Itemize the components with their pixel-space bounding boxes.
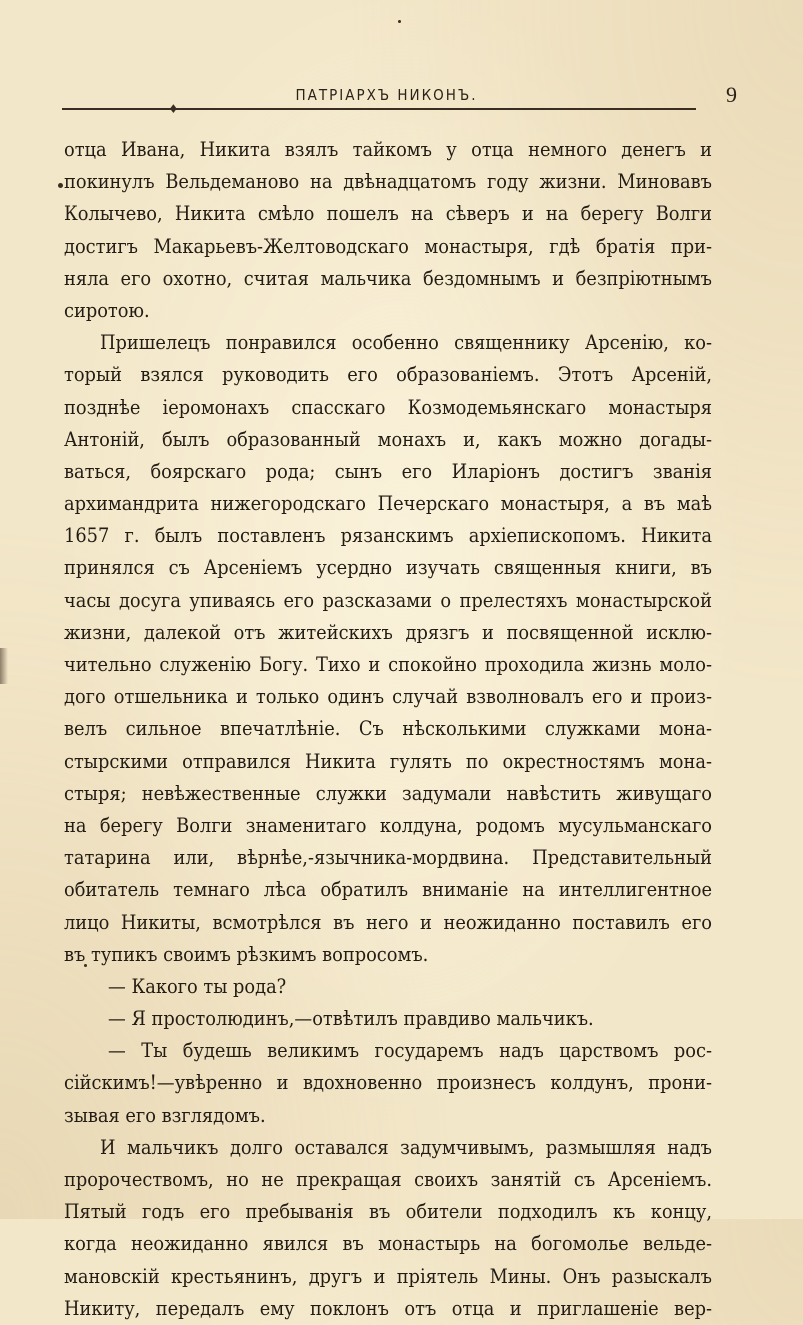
text-line: достигъ Макарьевъ-Желтоводскаго монастыря, гдѣ братія при-: [64, 234, 712, 258]
running-title: ПАТРІАРХЪ НИКОНЪ.: [295, 86, 478, 104]
text-line: въ тупикъ своимъ рѣзкимъ вопросомъ.: [64, 942, 429, 966]
text-line: обитатель темнаго лѣса обратилъ вниманіе на интеллигентное: [64, 878, 712, 902]
page-edge-stain: [0, 648, 8, 684]
text-line: торый взялся руководить его образованіемъ. Этотъ Арсеній,: [64, 363, 712, 387]
text-line: зывая его взглядомъ.: [64, 1103, 266, 1127]
text-line: жизни, далекой отъ житейскихъ дрязгъ и посвященной исклю-: [64, 620, 712, 644]
text-line: Пятый годъ его пребыванія въ обители подходилъ къ концу,: [64, 1200, 712, 1224]
text-line: чительно служенію Богу. Тихо и спокойно проходила жизнь моло-: [64, 653, 712, 676]
text-line: сиротою.: [64, 298, 150, 322]
text-line: Пришелецъ понравился особенно священнику Арсенію, ко-: [100, 331, 712, 355]
rule-ornament: ♦: [168, 102, 179, 116]
body-text: [64, 134, 712, 1325]
text-line: лицо Никиты, всмотрѣлся въ него и неожиданно поставилъ его: [64, 910, 712, 934]
page-number: 9: [726, 82, 737, 107]
text-line: ваться, боярскаго рода; сынъ его Иларіонъ достигъ званія: [64, 459, 712, 483]
text-line: архимандрита нижегородскаго Печерскаго монастыря, а въ маѣ: [64, 492, 712, 516]
dialog-line: — Я простолюдинъ,—отвѣтилъ правдиво мальчикъ.: [108, 1007, 594, 1031]
text-line: няла его охотно, считая мальчика бездомнымъ и безпріютнымъ: [64, 266, 712, 290]
text-line: часы досуга упиваясь его разсказами о прелестяхъ монастырской: [64, 588, 712, 612]
header-rule: [62, 108, 696, 110]
margin-mark-dot: [398, 20, 401, 23]
text-line: принялся съ Арсеніемъ усердно изучать священныя книги, въ: [64, 556, 712, 580]
dialog-line: — Ты будешь великимъ государемъ надъ царствомъ рос-: [108, 1039, 712, 1063]
text-line: татарина или, вѣрнѣе,-язычника-мордвина. Представительный: [64, 846, 712, 870]
text-line: стырскими отправился Никита гулять по окрестностямъ мона-: [64, 749, 712, 773]
text-line: 1657 г. былъ поставленъ рязанскимъ архіепископомъ. Никита: [64, 524, 712, 548]
text-line: дого отшельника и только одинъ случай взволновалъ его и произ-: [64, 685, 712, 709]
text-line: позднѣе іеромонахъ спасскаго Козмодемьянскаго монастыря: [64, 395, 712, 419]
margin-mark-dot: [58, 183, 63, 188]
text-line: пророчествомъ, но не прекращая своихъ занятій съ Арсеніемъ.: [64, 1168, 712, 1191]
text-line: Никиту, передалъ ему поклонъ отъ отца и приглашеніе вер-: [64, 1296, 712, 1320]
text-line: И мальчикъ долго оставался задумчивымъ, размышляя надъ: [100, 1135, 712, 1159]
text-line: сійскимъ!—увѣренно и вдохновенно произнесъ колдунъ, прони-: [64, 1071, 712, 1095]
text-line: мановскій крестьянинъ, другъ и пріятель Мины. Онъ разыскалъ: [64, 1264, 712, 1288]
text-line: стыря; невѣжественные служки задумали навѣстить живущаго: [64, 781, 712, 805]
text-line: велъ сильное впечатлѣніе. Съ нѣсколькими служками мона-: [64, 717, 712, 741]
text-line: когда неожиданно явился въ монастырь на богомолье вельде-: [64, 1232, 712, 1256]
text-line: Колычево, Никита смѣло пошелъ на сѣверъ и на берегу Волги: [64, 202, 712, 226]
text-line: покинулъ Вельдеманово на двѣнадцатомъ году жизни. Миновавъ: [64, 170, 712, 194]
text-line: Антоній, былъ образованный монахъ и, какъ можно догады-: [64, 427, 712, 451]
text-line: на берегу Волги знаменитаго колдуна, родомъ мусульманскаго: [64, 813, 712, 837]
dialog-line: — Какого ты рода?: [108, 974, 287, 998]
text-line: отца Ивана, Никита взялъ тайкомъ у отца немного денегъ и: [64, 138, 712, 161]
